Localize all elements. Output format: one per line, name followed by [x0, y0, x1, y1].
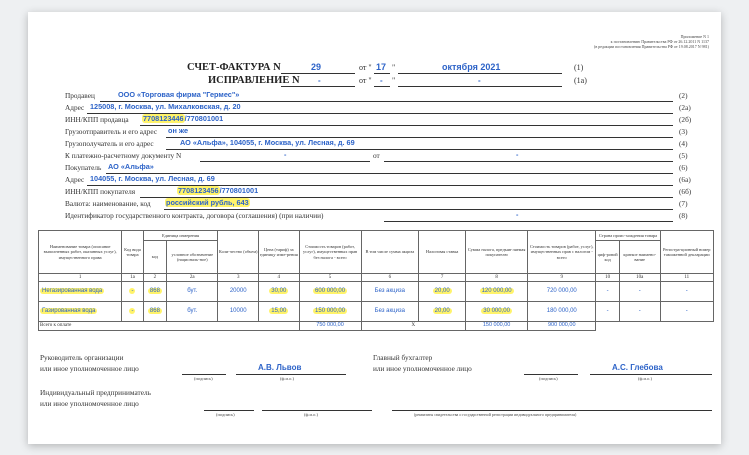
code-1: (1)	[574, 63, 584, 72]
buyer-inn-value	[177, 186, 258, 195]
correction-title: ИСПРАВЛЕНИЕ N	[208, 75, 300, 86]
payment-doc-number: -	[284, 150, 287, 159]
cell-total: 720 000,00	[528, 282, 596, 302]
seller-label: Продавец	[65, 91, 95, 100]
code-6: (6)	[679, 163, 688, 172]
column-index-row	[39, 274, 714, 282]
buyer-address-value: 104055, г. Москва, ул. Лесная, д. 69	[90, 174, 215, 183]
total-empty	[596, 322, 714, 331]
total-label: Всего к оплате	[39, 322, 300, 331]
buyer-value: АО «Альфа»	[108, 162, 154, 171]
cell-code	[143, 282, 166, 302]
cell-qty: 20000	[218, 282, 259, 302]
col-index: 11	[660, 274, 714, 282]
head-label-2: или иное уполномоченное лицо	[40, 364, 139, 373]
th-price: Цена (тариф) за единицу изме-рения	[258, 231, 299, 274]
quote-close: "	[392, 63, 396, 72]
row-rate: 20,00	[434, 307, 450, 314]
ip-fio-hint: (ф.и.о.)	[304, 412, 318, 417]
th-excise: В том числе сумма акциза	[361, 231, 419, 274]
cell-cost	[299, 302, 361, 322]
th-country-group: Страна проис-хождения товара	[596, 231, 660, 241]
col-index: 4	[258, 274, 299, 282]
code-2b: (2б)	[679, 115, 692, 124]
ip-requisites-hint: (реквизиты свидетельства о государственной регистрации индивидуального предпринимателя)	[414, 412, 577, 417]
code-4: (4)	[679, 139, 688, 148]
accountant-fio-hint: (ф.и.о.)	[638, 376, 652, 381]
col-index: 1а	[122, 274, 143, 282]
accountant-sign-hint: (подпись)	[539, 376, 558, 381]
col-index: 10	[596, 274, 619, 282]
cell-rate	[419, 282, 466, 302]
cell-country-code: -	[596, 302, 619, 322]
th-cost-w-tax: Стоимость товаров (работ, услуг), имущественных прав с налогом - всего	[528, 231, 596, 274]
quote-close-2: "	[392, 76, 396, 85]
th-name: Наименование товара (описание выполненных работ, оказанных услуг), имущественного права	[39, 231, 122, 274]
seller-inn-highlight: 7708123446	[143, 114, 184, 123]
total-tax: 150 000,00	[466, 322, 528, 331]
code-6b: (6б)	[679, 187, 692, 196]
head-fio-hint: (ф.и.о.)	[280, 376, 294, 381]
col-index: 9	[528, 274, 596, 282]
th-unit-code: код	[143, 241, 166, 274]
cell-price	[258, 302, 299, 322]
cell-customs: -	[660, 302, 714, 322]
cell-name	[39, 282, 122, 302]
row-unit-code: 868	[149, 307, 160, 314]
currency-value	[165, 198, 250, 207]
appendix-line3: (в редакции постановления Правительства РФ от 19.08.2017 N 981)	[594, 44, 709, 49]
correction-date: -	[478, 76, 481, 85]
invoice-month-year: октября 2021	[442, 62, 501, 72]
seller-value: ООО «Торговая фирма "Гермес"»	[118, 90, 240, 99]
buyer-inn-highlight: 7708123456	[178, 186, 219, 195]
row-cost: 600 000,00	[315, 287, 346, 294]
th-unit-group: Единица измерения	[143, 231, 218, 241]
total-cost: 750 000,00	[299, 322, 361, 331]
from-label-2: от "	[359, 76, 372, 85]
row-tax: 120 000,00	[481, 287, 512, 294]
consignee-label: Грузополучатель и его адрес	[65, 139, 154, 148]
cell-price	[258, 282, 299, 302]
col-index: 3	[218, 274, 259, 282]
shipper-value: он же	[168, 126, 189, 135]
correction-day: -	[380, 76, 383, 85]
row-price: 30,00	[271, 287, 287, 294]
row-price: 15,00	[271, 307, 287, 314]
correction-number: -	[318, 76, 321, 85]
cell-tax	[466, 302, 528, 322]
buyer-kpp: /770801001	[219, 186, 259, 195]
th-qty: Коли-чество (объем)	[218, 231, 259, 274]
row-tax: 30 000,00	[483, 307, 510, 314]
code-7: (7)	[679, 199, 688, 208]
row-name: Негазированная вода	[42, 287, 103, 294]
accountant-label-2: или иное уполномоченное лицо	[373, 364, 472, 373]
th-unit-name: условное обозначение (националь-ное)	[167, 241, 218, 274]
th-country-code: циф-ровой код	[596, 241, 619, 274]
buyer-label: Покупатель	[65, 163, 102, 172]
invoice-sheet	[28, 12, 721, 444]
appendix-line2: к постановлению Правительства РФ от 26.12.2011 N 1137	[610, 39, 709, 44]
col-index: 2	[143, 274, 166, 282]
row-name: Газированная вода	[42, 307, 96, 314]
cell-code	[143, 302, 166, 322]
th-tax-rate: Налоговая ставка	[419, 231, 466, 274]
buyer-inn-label: ИНН/КПП покупателя	[65, 187, 136, 196]
cell-excise: Без акциза	[361, 282, 419, 302]
cell-customs: -	[660, 282, 714, 302]
cell-unit: бут.	[167, 302, 218, 322]
payment-doc-date: -	[516, 150, 519, 159]
head-name: А.В. Львов	[258, 363, 302, 372]
seller-kpp: /770801001	[184, 114, 224, 123]
cell-total: 180 000,00	[528, 302, 596, 322]
buyer-address-label: Адрес	[65, 175, 85, 184]
payment-doc-from: от	[373, 151, 380, 160]
th-tax-amount: Сумма налога, предъяв-ляемая покупателю	[466, 231, 528, 274]
invoice-table	[38, 230, 714, 331]
shipper-label: Грузоотправитель и его адрес	[65, 127, 158, 136]
table-row	[39, 302, 714, 322]
cell-qty: 10000	[218, 302, 259, 322]
row-cost: 150 000,00	[315, 307, 346, 314]
ip-sign-hint: (подпись)	[216, 412, 235, 417]
head-sign-hint: (подпись)	[194, 376, 213, 381]
cell-excise: Без акциза	[361, 302, 419, 322]
ip-label-1: Индивидуальный предприниматель	[40, 388, 151, 397]
col-index: 8	[466, 274, 528, 282]
table-row	[39, 282, 714, 302]
accountant-label-1: Главный бухгалтер	[373, 353, 433, 362]
th-country-name: краткое наимено-вание	[619, 241, 660, 274]
code-6a: (6а)	[679, 175, 691, 184]
row-unit-code: 868	[149, 287, 160, 294]
consignee-value: АО «Альфа», 104055, г. Москва, ул. Лесная, д. 69	[180, 138, 355, 147]
head-label-1: Руководитель организации	[40, 353, 124, 362]
th-kind-code: Код вида товара	[122, 231, 143, 274]
invoice-title: СЧЕТ-ФАКТУРА N	[187, 62, 281, 73]
invoice-day: 17	[376, 62, 387, 72]
col-index: 1	[39, 274, 122, 282]
accountant-name: А.С. Глебова	[612, 363, 663, 372]
from-label: от "	[359, 63, 372, 72]
code-5: (5)	[679, 151, 688, 160]
col-index: 2а	[167, 274, 218, 282]
payment-doc-label: К платежно-расчетному документу N	[65, 151, 182, 160]
cell-unit: бут.	[167, 282, 218, 302]
code-1a: (1а)	[574, 76, 587, 85]
code-2: (2)	[679, 91, 688, 100]
cell-country-name: -	[619, 302, 660, 322]
col-index: 6	[361, 274, 419, 282]
ip-label-2: или иное уполномоченное лицо	[40, 399, 139, 408]
cell-kind	[122, 282, 143, 302]
seller-address-label: Адрес	[65, 103, 85, 112]
seller-inn-label: ИНН/КПП продавца	[65, 115, 129, 124]
col-index: 5	[299, 274, 361, 282]
cell-name	[39, 302, 122, 322]
cell-country-code: -	[596, 282, 619, 302]
cell-country-name: -	[619, 282, 660, 302]
currency-label: Валюта: наименование, код	[65, 199, 151, 208]
code-3: (3)	[679, 127, 688, 136]
seller-address-value: 125008, г. Москва, ул. Михалковская, д. 20	[90, 102, 241, 111]
cell-cost	[299, 282, 361, 302]
code-8: (8)	[679, 211, 688, 220]
cell-tax	[466, 282, 528, 302]
col-index: 10а	[619, 274, 660, 282]
total-x: X	[361, 322, 466, 331]
cell-rate	[419, 302, 466, 322]
invoice-number: 29	[311, 62, 322, 72]
cell-kind	[122, 302, 143, 322]
seller-inn-value	[142, 114, 223, 123]
code-2a: (2а)	[679, 103, 691, 112]
th-cost-wo-tax: Стоимость товаров (работ, услуг), имущественных прав без налога - всего	[299, 231, 361, 274]
th-customs: Регистра-ционный номер таможенной декларации	[660, 231, 714, 274]
total-row	[39, 322, 714, 331]
row-kind: -	[131, 287, 134, 294]
row-kind: -	[131, 307, 134, 314]
appendix-note	[594, 34, 709, 49]
contract-id-label: Идентификатор государственного контракта, договора (соглашения) (при наличии)	[65, 211, 324, 220]
contract-id-value: -	[516, 210, 519, 219]
appendix-line1: Приложение N 1	[680, 34, 709, 39]
row-rate: 20,00	[434, 287, 450, 294]
currency-highlight: российский рубль, 643	[166, 198, 249, 207]
total-sum: 900 000,00	[528, 322, 596, 331]
col-index: 7	[419, 274, 466, 282]
